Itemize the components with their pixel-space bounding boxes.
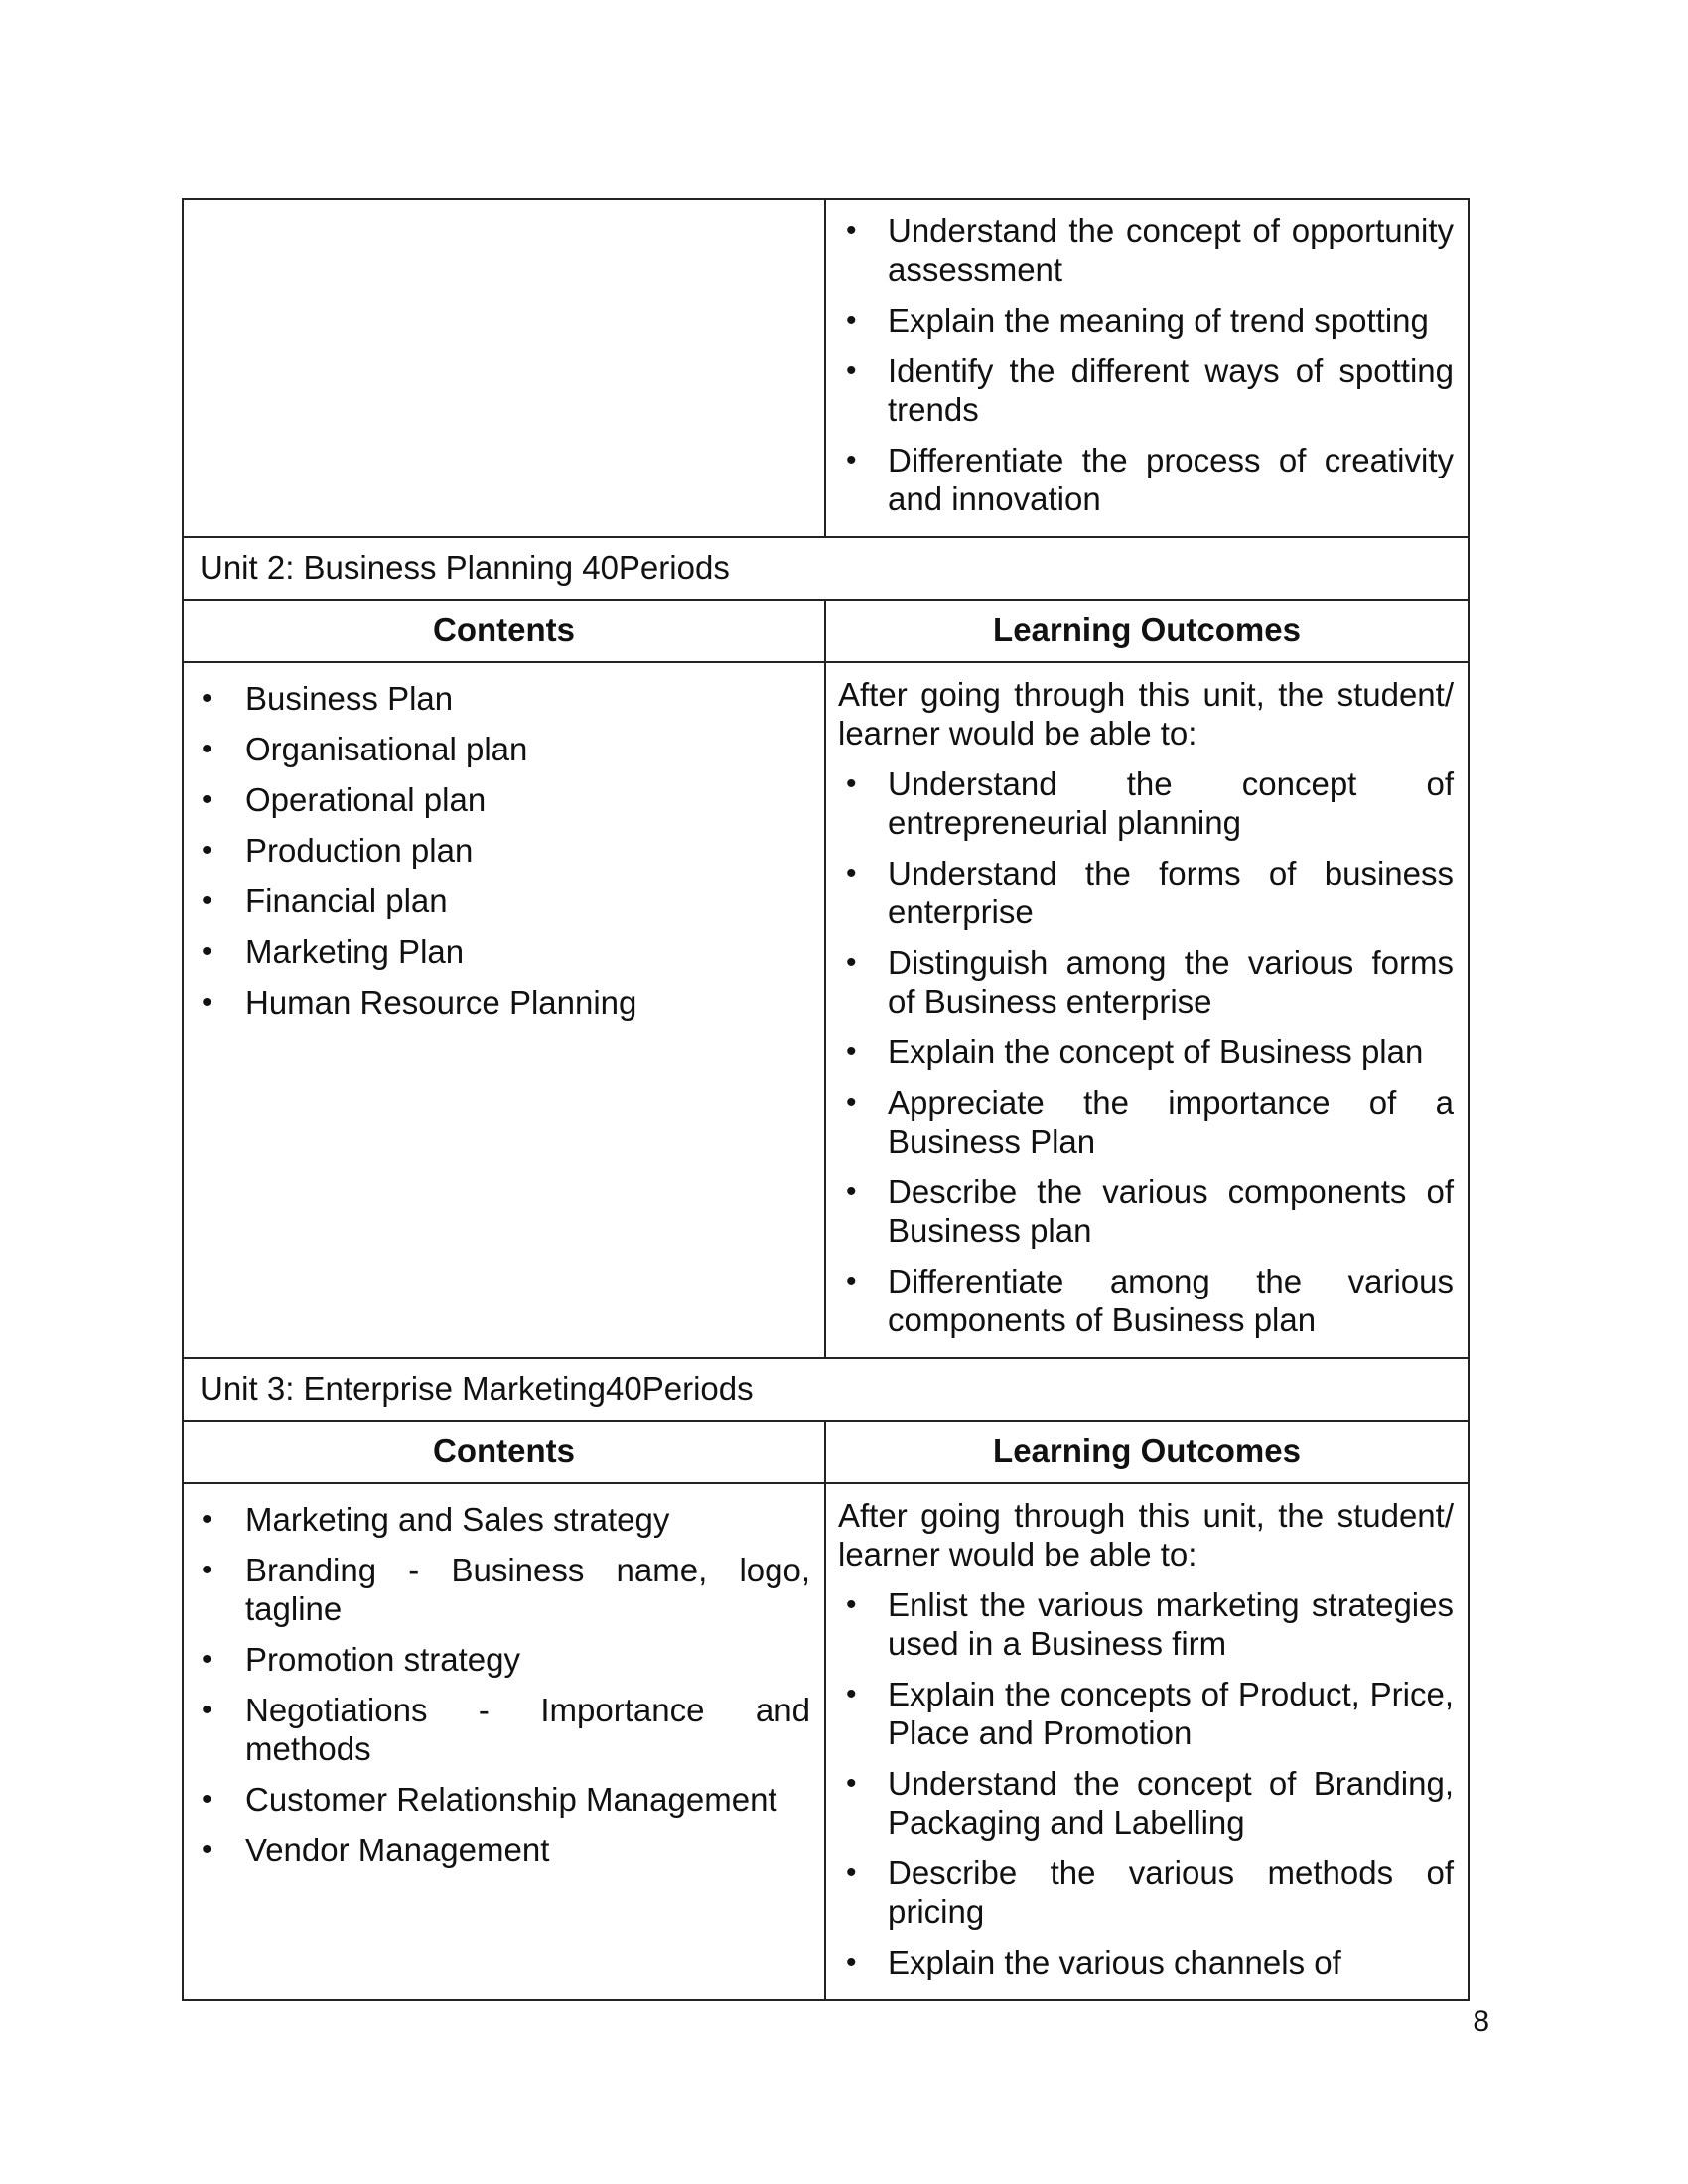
- unit1-continuation-row: [183, 199, 1469, 537]
- content-item: • Customer Relationship Management: [245, 1780, 810, 1819]
- unit3-outcomes-intro: After going through this unit, the student/ learner would be able to:: [838, 1497, 1454, 1572]
- outcome-item: • Explain the concept of Business plan: [888, 1032, 1454, 1071]
- unit2-contents-header: Contents: [183, 600, 825, 662]
- unit3-outcomes-cell: [825, 1483, 1469, 2000]
- unit3-outcomes-header: Learning Outcomes: [825, 1421, 1469, 1483]
- unit3-header-row: [183, 1421, 1469, 1483]
- outcome-item: • Distinguish among the various forms of Business enterprise: [888, 943, 1454, 1021]
- page-number: 8: [1473, 2005, 1489, 2038]
- outcome-item: • Explain the meaning of trend spotting: [888, 301, 1454, 340]
- unit2-contents-list: [245, 679, 810, 1022]
- outcome-item: • Describe the various components of Business plan: [888, 1172, 1454, 1250]
- unit2-outcomes-intro: After going through this unit, the student/ learner would be able to:: [838, 676, 1454, 751]
- outcome-item: • Describe the various methods of pricing: [888, 1853, 1454, 1931]
- syllabus-table: [182, 198, 1470, 2001]
- unit2-outcomes-cell: [825, 662, 1469, 1358]
- content-item: • Negotiations - Importance and methods: [245, 1691, 810, 1768]
- content-item: • Marketing and Sales strategy: [245, 1500, 810, 1539]
- unit2-header-row: [183, 600, 1469, 662]
- content-item: • Promotion strategy: [245, 1640, 810, 1679]
- unit1-outcomes-cell: [825, 199, 1469, 537]
- outcome-item: • Identify the different ways of spotting trends: [888, 351, 1454, 429]
- content-item: • Marketing Plan: [245, 932, 810, 971]
- outcome-item: • Understand the forms of business enterprise: [888, 854, 1454, 931]
- outcome-item: • Understand the concept of Branding, Packaging and Labelling: [888, 1764, 1454, 1842]
- outcome-item: • Differentiate the process of creativity and innovation: [888, 441, 1454, 518]
- outcome-item: • Explain the concepts of Product, Price, Place and Promotion: [888, 1675, 1454, 1752]
- unit3-body-row: [183, 1483, 1469, 2000]
- unit3-contents-header: Contents: [183, 1421, 825, 1483]
- outcome-item: • Understand the concept of opportunity assessment: [888, 211, 1454, 289]
- content-item: • Vendor Management: [245, 1831, 810, 1869]
- outcome-item: • Differentiate among the various components of Business plan: [888, 1262, 1454, 1339]
- content-item: • Production plan: [245, 831, 810, 870]
- content-item: • Human Resource Planning: [245, 983, 810, 1022]
- content-item: • Organisational plan: [245, 730, 810, 768]
- unit3-title-row: [183, 1358, 1469, 1421]
- outcome-item: • Understand the concept of entrepreneurial planning: [888, 764, 1454, 842]
- unit3-outcomes-list: [838, 1585, 1454, 1981]
- unit2-title: Unit 2: Business Planning 40Periods: [183, 537, 1469, 600]
- unit3-title: Unit 3: Enterprise Marketing40Periods: [183, 1358, 1469, 1421]
- content-item: • Operational plan: [245, 780, 810, 819]
- outcome-item: • Enlist the various marketing strategies used in a Business firm: [888, 1585, 1454, 1663]
- content-item: • Financial plan: [245, 882, 810, 920]
- unit2-outcomes-list: [838, 764, 1454, 1339]
- outcome-item: • Explain the various channels of: [888, 1943, 1454, 1981]
- unit2-contents-cell: [183, 662, 825, 1358]
- unit2-body-row: [183, 662, 1469, 1358]
- outcome-item: • Appreciate the importance of a Business Plan: [888, 1083, 1454, 1160]
- unit2-title-row: [183, 537, 1469, 600]
- unit1-contents-cell-empty: [183, 199, 825, 537]
- content-item: • Branding - Business name, logo, tagline: [245, 1551, 810, 1628]
- content-item: • Business Plan: [245, 679, 810, 718]
- unit3-contents-cell: [183, 1483, 825, 2000]
- unit2-outcomes-header: Learning Outcomes: [825, 600, 1469, 662]
- unit3-contents-list: [245, 1500, 810, 1869]
- unit1-outcomes-list: [838, 211, 1454, 518]
